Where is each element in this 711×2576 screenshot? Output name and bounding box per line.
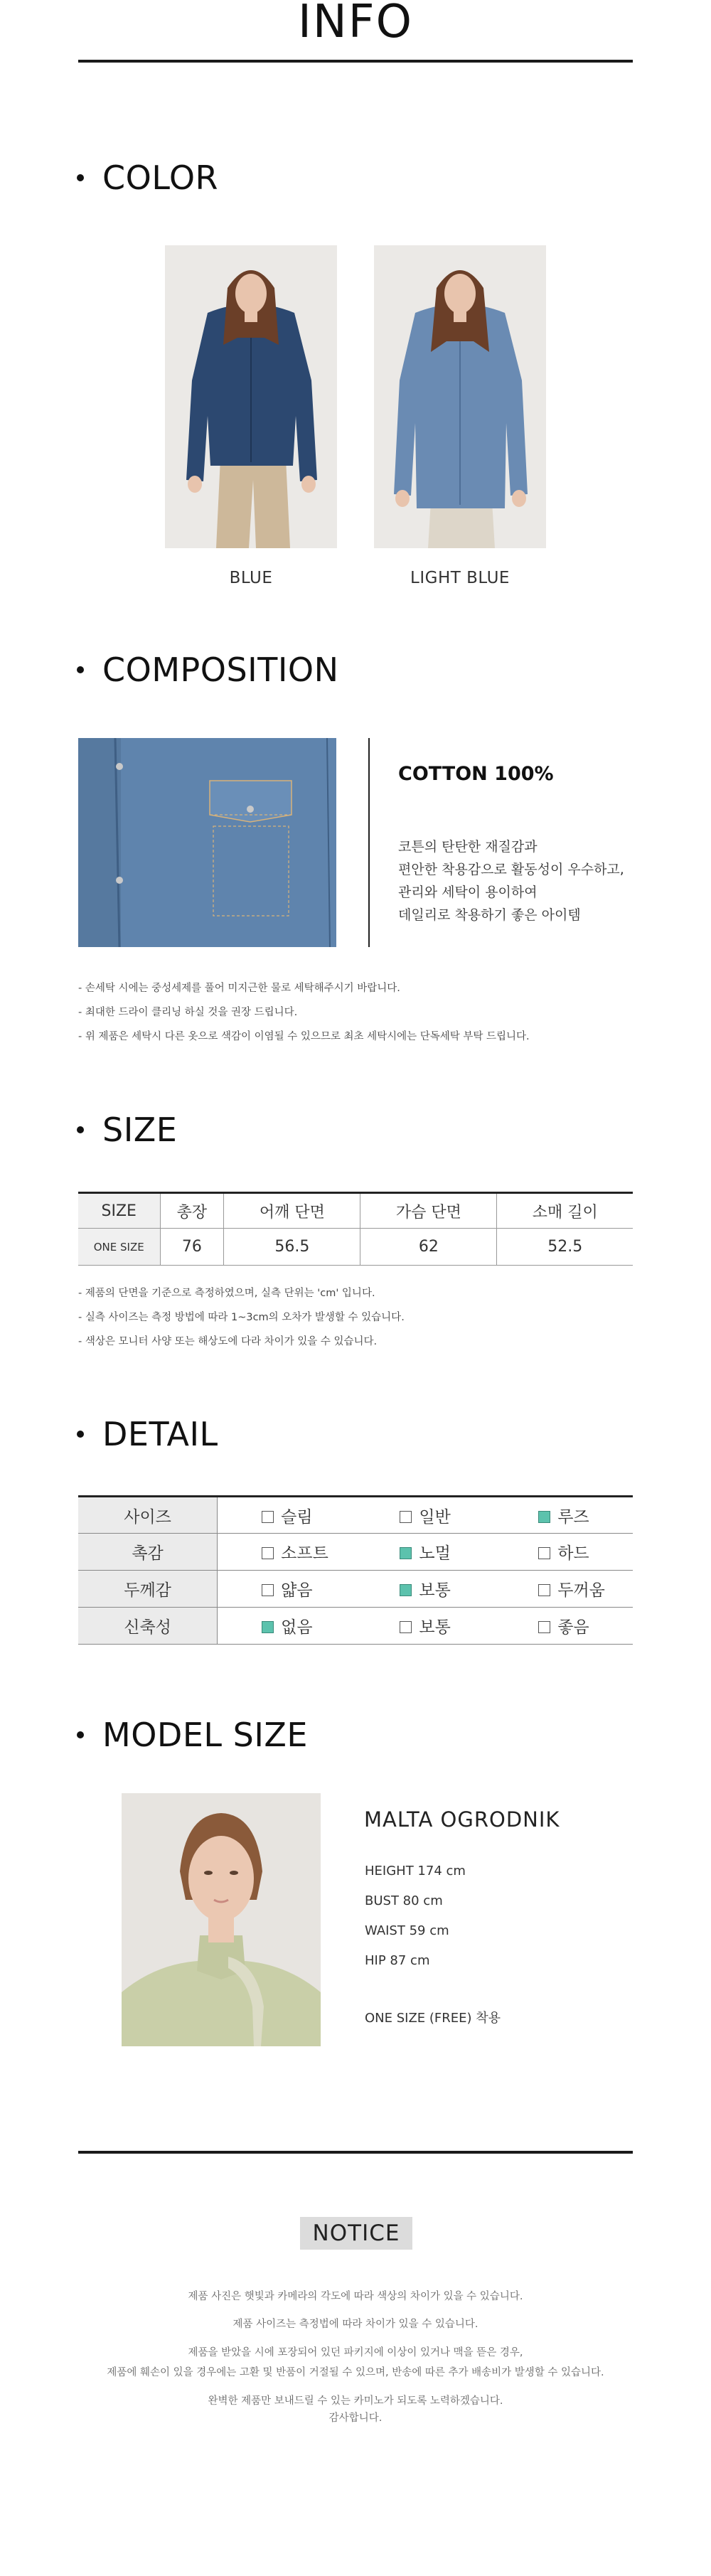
detail-table (78, 1495, 633, 1645)
checkbox-empty-icon (538, 1621, 550, 1633)
notice-line: 제품 사진은 햇빛과 카메라의 각도에 따라 색상의 차이가 있을 수 있습니다. (188, 2291, 523, 2302)
size-table-cell: 56.5 (224, 1229, 360, 1266)
notice-line: 제품 사이즈는 측정법에 따라 차이가 있을 수 있습니다. (232, 2319, 479, 2330)
size-notes (78, 1281, 405, 1354)
size-table-header: 어깨 단면 (224, 1193, 360, 1229)
composition-desc-line: 코튼의 탄탄한 재질감과 (398, 839, 538, 855)
size-table-header-row (78, 1193, 633, 1229)
model-name: MALTA OGRODNIK (364, 1807, 560, 1832)
size-table-header: 가슴 단면 (360, 1193, 497, 1229)
composition-description (398, 835, 624, 926)
checkbox-empty-icon (262, 1584, 274, 1596)
detail-option (218, 1497, 356, 1534)
composition-desc-line: 관리와 세탁이 용이하여 (398, 885, 538, 900)
color-photo-blue (165, 245, 337, 548)
detail-option (356, 1608, 494, 1645)
model-bust: BUST 80 cm (365, 1893, 443, 1908)
notice-line: 제품에 훼손이 있을 경우에는 고환 및 반품이 거절될 수 있으며, 반송에 따른 추가 배송비가 발생할 수 있습니다. (107, 2367, 604, 2378)
detail-option-label: 없음 (281, 1618, 313, 1637)
model-waist: WAIST 59 cm (365, 1923, 449, 1938)
detail-option (218, 1571, 356, 1608)
composition-desc-line: 데일리로 착용하기 좋은 아이템 (398, 907, 581, 923)
table-row (78, 1608, 633, 1645)
checkbox-empty-icon (400, 1621, 412, 1633)
checkbox-checked-icon (538, 1511, 550, 1523)
detail-option (356, 1571, 494, 1608)
detail-option (356, 1497, 494, 1534)
detail-option-label: 하드 (557, 1544, 589, 1563)
detail-option (494, 1608, 633, 1645)
detail-option-label: 보통 (419, 1618, 451, 1637)
section-heading-label: COMPOSITION (102, 651, 339, 689)
detail-option (494, 1571, 633, 1608)
checkbox-empty-icon (400, 1511, 412, 1523)
detail-row-label: 사이즈 (78, 1497, 218, 1534)
section-heading-label: SIZE (102, 1111, 178, 1149)
bullet-icon (77, 174, 84, 181)
model-fit-size: ONE SIZE (FREE) 착용 (365, 2011, 501, 2026)
size-table (78, 1192, 633, 1266)
checkbox-checked-icon (262, 1621, 274, 1633)
table-row (78, 1229, 633, 1266)
model-stats (365, 1856, 466, 1976)
detail-row-label: 촉감 (78, 1534, 218, 1571)
checkbox-empty-icon (262, 1547, 274, 1559)
detail-option-label: 노멀 (419, 1544, 451, 1563)
color-photo-light-blue (374, 245, 546, 548)
bullet-icon (77, 1126, 84, 1133)
detail-option-label: 좋음 (557, 1618, 589, 1637)
section-heading-detail (77, 1414, 218, 1454)
notice-line: 제품을 받았을 시에 포장되어 있던 파키지에 이상이 있거나 맥을 뜯은 경우, (188, 2347, 523, 2358)
size-table-cell: ONE SIZE (78, 1229, 160, 1266)
checkbox-empty-icon (538, 1547, 550, 1559)
bullet-icon (77, 1731, 84, 1738)
fabric-closeup-photo (78, 738, 336, 947)
section-heading-color (77, 158, 218, 198)
size-table-cell: 52.5 (547, 1238, 583, 1256)
detail-option (356, 1534, 494, 1571)
size-note: - 색상은 모니터 사양 또는 해상도에 다라 차이가 있을 수 있습니다. (78, 1336, 378, 1347)
page-title: INFO (298, 0, 413, 48)
section-heading-label: MODEL SIZE (102, 1716, 308, 1754)
detail-option-label: 보통 (419, 1581, 451, 1600)
checkbox-checked-icon (400, 1584, 412, 1596)
title-divider (78, 60, 633, 63)
notice-title: NOTICE (300, 2217, 412, 2250)
color-label-blue: BLUE (229, 569, 273, 587)
size-table-header: SIZE (78, 1193, 160, 1229)
size-table-cell: 62 (360, 1229, 497, 1266)
notice-divider (78, 2151, 633, 2154)
section-heading-size (77, 1110, 177, 1150)
size-table-cell: 76 (160, 1229, 224, 1266)
care-note: - 손세탁 시에는 중성세제를 풀어 미지근한 물로 세탁해주시기 바랍니다. (78, 983, 400, 994)
checkbox-empty-icon (262, 1511, 274, 1523)
checkbox-checked-icon (400, 1547, 412, 1559)
care-note: - 최대한 드라이 클리닝 하실 것을 권장 드립니다. (78, 1007, 298, 1018)
table-row (78, 1534, 633, 1571)
detail-row-label: 신축성 (78, 1608, 218, 1645)
checkbox-empty-icon (538, 1584, 550, 1596)
size-table-header: 총장 (160, 1193, 224, 1229)
detail-option-label: 얇음 (281, 1581, 313, 1600)
table-row (78, 1497, 633, 1534)
model-height: HEIGHT 174 cm (365, 1864, 466, 1878)
detail-option-label: 소프트 (281, 1544, 328, 1563)
detail-option (494, 1534, 633, 1571)
model-photo (122, 1793, 321, 2046)
detail-option-label: 일반 (419, 1507, 451, 1527)
size-note: - 제품의 단면을 기준으로 측정하였으며, 실측 단위는 'cm' 입니다. (78, 1288, 375, 1299)
care-notes (78, 976, 530, 1049)
detail-option (218, 1534, 356, 1571)
detail-option (494, 1497, 633, 1534)
notice-line: 감사합니다. (328, 2412, 383, 2424)
model-hip: HIP 87 cm (365, 1953, 430, 1968)
detail-option-label: 슬림 (281, 1507, 313, 1527)
notice-line: 완벽한 제품만 보내드릴 수 있는 카미노가 되도록 노력하겠습니다. (208, 2395, 503, 2407)
color-label-light-blue: LIGHT BLUE (410, 569, 510, 587)
detail-option (218, 1608, 356, 1645)
size-note: - 실측 사이즈는 측정 방법에 따라 1~3cm의 오차가 발생할 수 있습니다. (78, 1312, 405, 1323)
composition-desc-line: 편안한 착용감으로 활동성이 우수하고, (398, 862, 624, 877)
detail-option-label: 루즈 (557, 1507, 589, 1527)
care-note: - 위 제품은 세탁시 다른 옷으로 색감이 이염될 수 있으므로 최초 세탁시에는 단독세탁 부탁 드립니다. (78, 1031, 530, 1042)
detail-option-label: 두꺼움 (557, 1581, 605, 1600)
size-table-header: 소매 길이 (497, 1193, 633, 1229)
section-heading-composition (77, 650, 339, 690)
section-heading-label: DETAIL (102, 1415, 218, 1453)
composition-title: COTTON 100% (398, 763, 554, 785)
table-row (78, 1571, 633, 1608)
bullet-icon (77, 666, 84, 673)
section-heading-model-size (77, 1715, 308, 1755)
bullet-icon (77, 1431, 84, 1438)
section-heading-label: COLOR (102, 159, 218, 197)
detail-row-label: 두께감 (78, 1571, 218, 1608)
composition-divider (368, 738, 370, 947)
